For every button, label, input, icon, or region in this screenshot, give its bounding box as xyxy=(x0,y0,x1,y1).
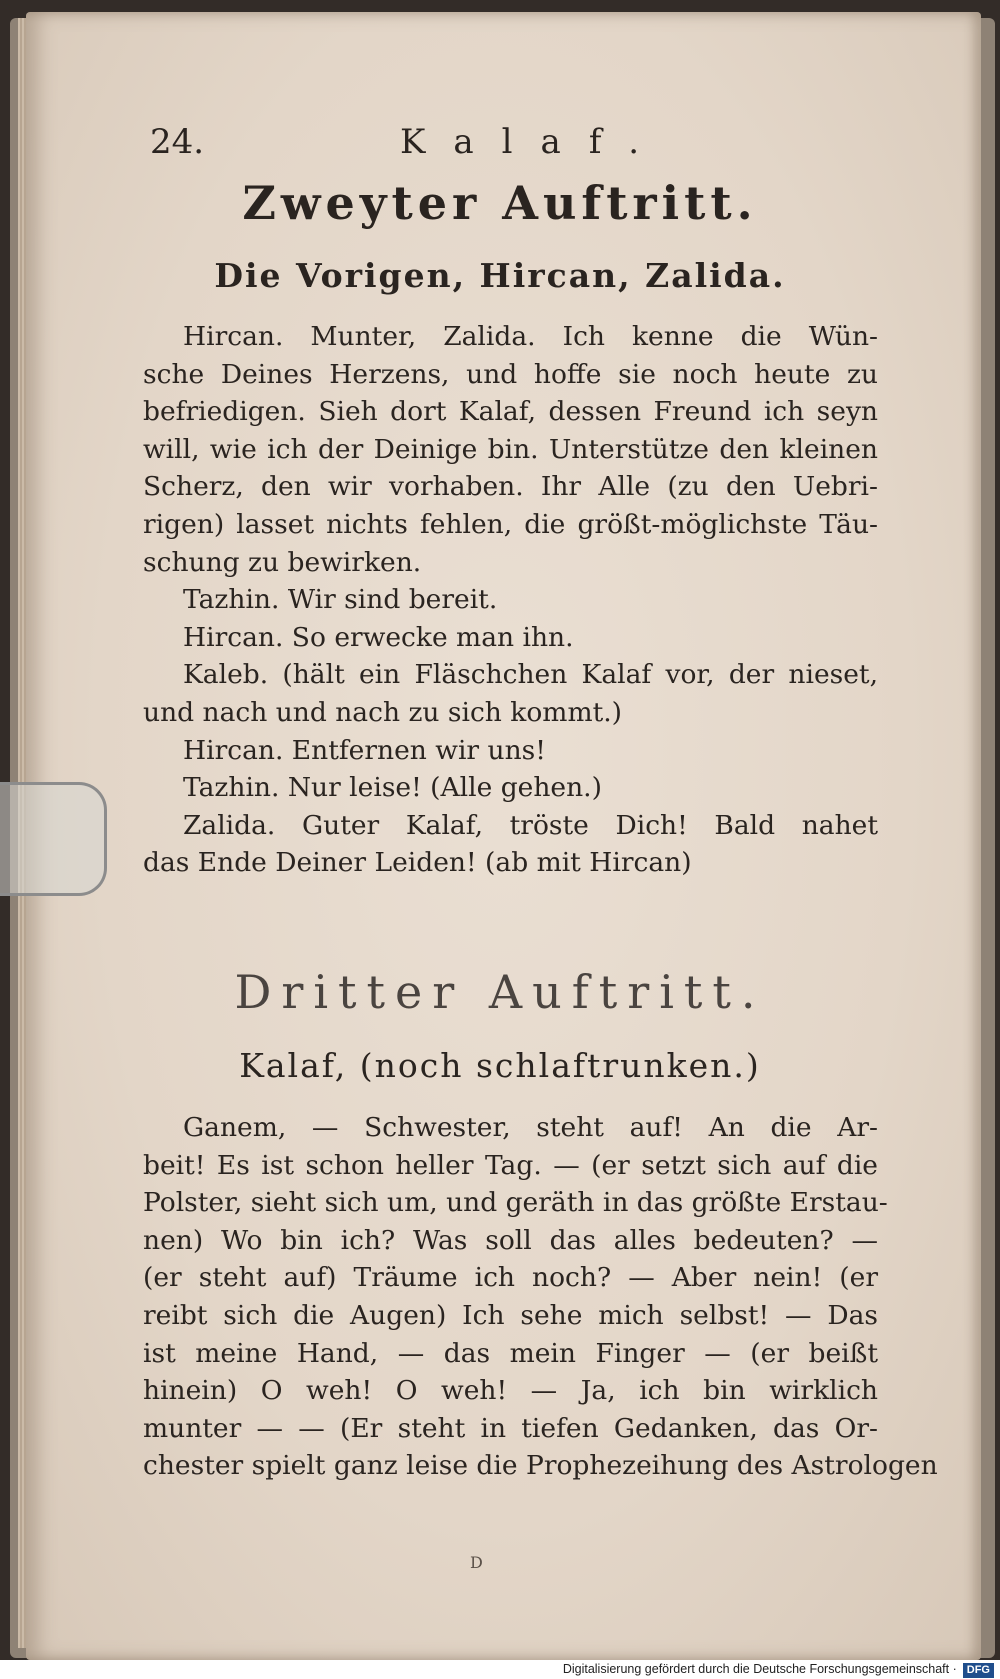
scene-2-text xyxy=(143,318,878,882)
footer-credit: Digitalisierung gefördert durch die Deutsche Forschungsgemeinschaft · xyxy=(562,1662,957,1676)
scene-3-persons: Kalaf, (noch schlaftrunken.) xyxy=(239,1046,761,1085)
digitization-footer xyxy=(0,1660,1000,1679)
text-line: Ganem, — Schwester, steht auf! An die Ar- xyxy=(183,1112,878,1143)
text-line: und nach und nach zu sich kommt.) xyxy=(143,696,622,728)
text-line: Polster, sieht sich um, und geräth in das größte Erstau- xyxy=(143,1187,888,1219)
text-line: Kaleb. (hält ein Fläschchen Kalaf vor, der nieset, xyxy=(183,659,878,691)
text-line: munter — — (Er steht in tiefen Gedanken, das Or- xyxy=(143,1412,878,1444)
page-clip xyxy=(0,782,107,896)
scene-3-text xyxy=(143,1109,938,1485)
text-line: sche Deines Herzens, und hoffe sie noch heute zu xyxy=(143,358,878,390)
scene-2-persons: Die Vorigen, Hircan, Zalida. xyxy=(214,256,786,295)
running-title: Kalaf. xyxy=(400,122,667,162)
page-number: 24. xyxy=(150,122,205,162)
page-header xyxy=(150,122,890,172)
text-line: reibt sich die Augen) Ich sehe mich selbst! — Das xyxy=(143,1299,878,1331)
text-line: Hircan. Munter, Zalida. Ich kenne die Wün- xyxy=(183,321,878,352)
text-line: Tazhin. Wir sind bereit. xyxy=(183,584,498,616)
text-line: hinein) O weh! O weh! — Ja, ich bin wirklich xyxy=(143,1375,878,1407)
text-line: befriedigen. Sieh dort Kalaf, dessen Freund ich seyn xyxy=(143,396,878,428)
text-line: schung zu bewirken. xyxy=(143,546,422,578)
text-line: Scherz, den wir vorhaben. Ihr Alle (zu den Uebri- xyxy=(143,471,878,503)
text-line: Hircan. So erwecke man ihn. xyxy=(183,621,574,653)
text-line: ist meine Hand, — das mein Finger — (er beißt xyxy=(143,1337,878,1369)
text-line: rigen) lasset nichts fehlen, die größt-möglichste Täu- xyxy=(143,508,878,540)
text-line: Tazhin. Nur leise! (Alle gehen.) xyxy=(183,772,602,804)
scene-2-title: Zweyter Auftritt. xyxy=(242,176,758,230)
text-line: das Ende Deiner Leiden! (ab mit Hircan) xyxy=(143,847,692,879)
text-line: will, wie ich der Deinige bin. Unterstütze den kleinen xyxy=(143,433,878,465)
text-line: nen) Wo bin ich? Was soll das alles bedeuten? — xyxy=(143,1224,878,1256)
text-line: (er steht auf) Träume ich noch? — Aber nein! (er xyxy=(143,1262,878,1294)
text-line: Hircan. Entfernen wir uns! xyxy=(183,734,546,766)
scene-3-title: Dritter Auftritt. xyxy=(234,965,766,1019)
text-line: chester spielt ganz leise die Prophezeihung des Astrologen xyxy=(143,1450,938,1482)
text-line: Zalida. Guter Kalaf, tröste Dich! Bald nahet xyxy=(183,809,878,841)
text-line: beit! Es ist schon heller Tag. — (er setzt sich auf die xyxy=(143,1149,878,1181)
signature-mark: D xyxy=(470,1553,483,1572)
dfg-logo: DFG xyxy=(963,1663,994,1678)
